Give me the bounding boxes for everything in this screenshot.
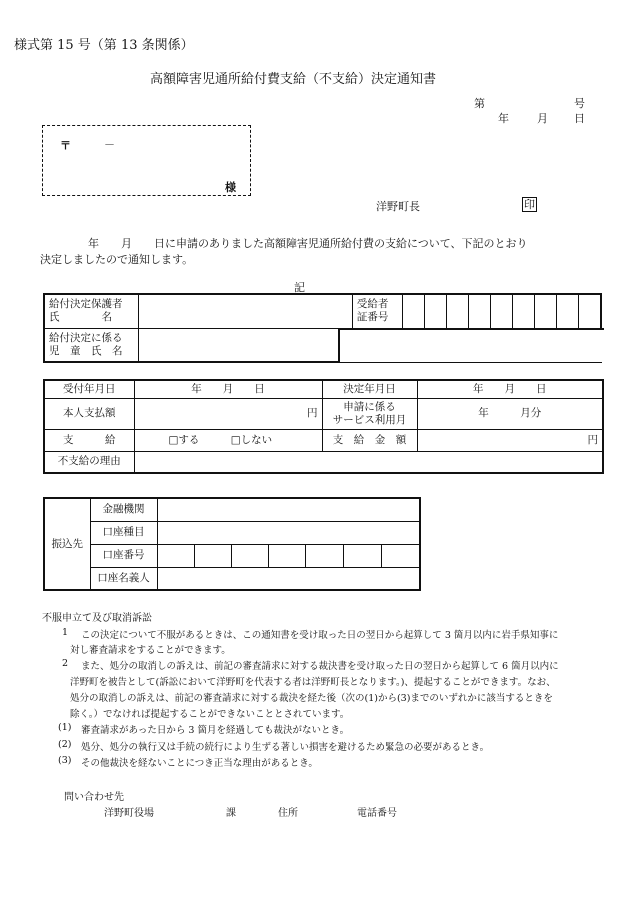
account-holder-field[interactable] (157, 567, 420, 590)
account-type-field[interactable] (157, 521, 420, 544)
child-name-field[interactable] (138, 328, 352, 362)
postal-dash: － (104, 138, 115, 151)
sub-2-text: 処分、処分の執行又は手続の続行により生ずる著しい損害を避けるため緊急の必要があるとき。 (81, 742, 490, 753)
account-digit-box[interactable] (157, 544, 194, 567)
received-date-label: 受付年月日 (44, 380, 134, 398)
date-month: 月 (537, 112, 548, 125)
pay-amount-field[interactable]: 円 (417, 429, 603, 451)
child-name-label: 給付決定に係る 児 童 氏 名 (44, 328, 138, 362)
contact-phone: 電話番号 (357, 808, 397, 819)
sub-1-number: (1) (58, 722, 72, 733)
non-pay-reason-label: 不支給の理由 (44, 451, 134, 473)
intro-line-2: 決定しましたので通知します。 (40, 253, 194, 266)
doc-number-suffix: 号 (574, 97, 585, 110)
note-2-number: 2 (62, 658, 69, 669)
ki-label: 記 (294, 281, 305, 294)
bank-label: 金融機関 (90, 498, 157, 521)
account-digit-box[interactable] (194, 544, 231, 567)
account-digit-box[interactable] (381, 544, 420, 567)
recipient-digit-box[interactable] (425, 294, 447, 328)
decision-date-value[interactable]: 年 月 日 (417, 380, 603, 398)
payment-amount-field[interactable]: 円 (134, 398, 322, 429)
recipient-digit-box[interactable] (403, 294, 425, 328)
honorific-sama: 様 (225, 181, 236, 194)
note-2-line-3: 処分の取消しの訴えは、前記の審査請求に対する裁決を経た後（次の(1)から(3)までのいずれかに該当するときを (70, 693, 553, 704)
received-date-value[interactable]: 年 月 日 (134, 380, 322, 398)
account-holder-label: 口座名義人 (90, 567, 157, 590)
date-day: 日 (574, 112, 585, 125)
payment-amount-label: 本人支払額 (44, 398, 134, 429)
seal-mark: 印 (524, 198, 535, 211)
note-1-line-1: この決定について不服があるときは、この通知書を受け取った日の翌日から起算して 3 箇月以内に岩手県知事に (81, 630, 559, 641)
recipient-number-label: 受給者 証番号 (352, 294, 402, 328)
account-number-label: 口座番号 (90, 544, 157, 567)
contact-heading: 問い合わせ先 (64, 792, 124, 803)
form-number: 様式第 15 号（第 13 条関係） (14, 38, 194, 53)
intro-line-1: 年 月 日に申請のありました高額障害児通所給付費の支給について、下記のとおり (88, 237, 528, 250)
option-pay-checkbox[interactable]: □する (168, 433, 200, 446)
recipient-digit-box[interactable] (535, 294, 557, 328)
account-digit-box[interactable] (268, 544, 305, 567)
pay-amount-label: 支 給 金 額 (322, 429, 417, 451)
postal-mark: 〒 (60, 139, 71, 152)
recipient-digit-box[interactable] (491, 294, 513, 328)
option-not-pay-checkbox[interactable]: □しない (230, 433, 273, 446)
address-box (42, 125, 251, 196)
sub-3-text: その他裁決を経ないことにつき正当な理由があるとき。 (81, 758, 318, 769)
service-month-value[interactable]: 年 月分 (417, 398, 603, 429)
sub-1-text: 審査請求があった日から 3 箇月を経過しても裁決がないとき。 (81, 725, 350, 736)
account-digit-box[interactable] (343, 544, 381, 567)
service-month-label: 申請に係る サービス利用月 (322, 398, 417, 429)
transfer-table (43, 497, 421, 591)
appeal-heading: 不服申立て及び取消訴訟 (42, 613, 152, 624)
doc-number-prefix: 第 (474, 97, 485, 110)
table-corner-mask (340, 330, 604, 362)
recipient-digit-box[interactable] (447, 294, 469, 328)
note-2-line-4: 除く。）でなければ提起することができないこととされています。 (70, 709, 350, 720)
table-edge (338, 329, 340, 362)
account-digit-box[interactable] (305, 544, 343, 567)
recipient-digit-box[interactable] (579, 294, 601, 328)
bank-field[interactable] (157, 498, 420, 521)
table-edge (338, 328, 604, 330)
recipient-digit-box[interactable] (513, 294, 535, 328)
issuer-name: 洋野町長 (376, 200, 420, 213)
recipient-digit-box[interactable] (557, 294, 579, 328)
guardian-name-field[interactable] (138, 294, 352, 328)
note-2-line-1: また、処分の取消しの訴えは、前記の審査請求に対する裁決書を受け取った日の翌日から起算して 6 箇月以内に (81, 661, 559, 672)
pay-decision-label: 支 給 (44, 429, 134, 451)
pay-decision-options (134, 429, 322, 451)
sub-3-number: (3) (58, 755, 72, 766)
recipient-digit-box[interactable] (469, 294, 491, 328)
sub-2-number: (2) (58, 739, 72, 750)
decision-date-label: 決定年月日 (322, 380, 417, 398)
guardian-name-label: 給付決定保護者 氏 名 (44, 294, 138, 328)
note-2-line-2: 洋野町を被告として(訴訟において洋野町を代表する者は洋野町長となります。)、提起することができます。なお、 (70, 677, 556, 688)
decision-table (43, 379, 604, 474)
transfer-section-label: 振込先 (44, 498, 90, 590)
contact-address: 住所 (278, 808, 298, 819)
note-1-line-2: 対し審査請求をすることができます。 (70, 645, 231, 656)
contact-office: 洋野町役場 (104, 808, 154, 819)
account-digit-box[interactable] (231, 544, 268, 567)
contact-section: 課 (226, 808, 236, 819)
document-title: 高額障害児通所給付費支給（不支給）決定通知書 (150, 72, 437, 87)
date-year: 年 (498, 112, 509, 125)
note-1-number: 1 (62, 627, 69, 638)
non-pay-reason-field[interactable] (134, 451, 603, 473)
account-type-label: 口座種目 (90, 521, 157, 544)
